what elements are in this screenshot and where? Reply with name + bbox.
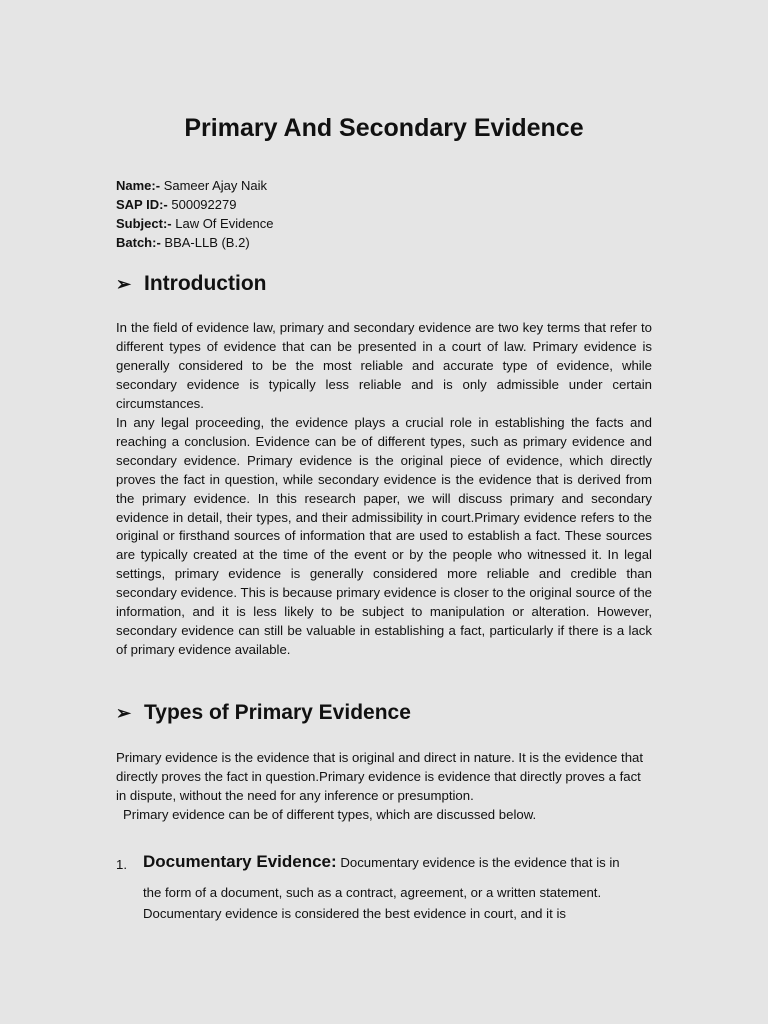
name-value: Sameer Ajay Naik bbox=[160, 178, 268, 193]
types-heading-text: Types of Primary Evidence bbox=[144, 701, 411, 724]
introduction-heading-text: Introduction bbox=[144, 272, 267, 295]
sap-id-value: 500092279 bbox=[167, 197, 237, 212]
list-continuation: the form of a document, such as a contract, agreement, or a written statement. Documentary evidence is considered the best evidence in court, and it is bbox=[143, 885, 602, 921]
types-paragraph-1: Primary evidence is the evidence that is original and direct in nature. It is the evidence that directly proves the fact in question.Primary evidence is evidence that directly proves a fact in dispute, without the need for any inference or presumption. bbox=[116, 750, 644, 803]
list-term: Documentary Evidence: bbox=[143, 852, 337, 871]
introduction-heading bbox=[116, 272, 266, 296]
types-paragraph-2: Primary evidence can be of different types, which are discussed below. bbox=[123, 807, 537, 822]
subject-row bbox=[116, 214, 274, 233]
batch-value: BBA-LLB (B.2) bbox=[160, 235, 250, 250]
arrow-bullet-icon: ➢ bbox=[116, 702, 132, 723]
name-row bbox=[116, 176, 274, 195]
subject-label: Subject:- bbox=[116, 216, 172, 231]
introduction-paragraph-1: In the field of evidence law, primary and secondary evidence are two key terms that refer to different types of evidence that can be presented in a court of law. Primary evidence is generally considered to be the most reliable and accurate type of evidence, while secondary evidence is typically less reliable and is only admissible under certain circumstances. bbox=[116, 320, 652, 411]
page-title: Primary And Secondary Evidence bbox=[184, 114, 584, 142]
name-label: Name:- bbox=[116, 178, 161, 193]
list-number: 1. bbox=[116, 857, 127, 872]
arrow-bullet-icon: ➢ bbox=[116, 273, 132, 294]
author-details bbox=[116, 176, 274, 252]
batch-label: Batch:- bbox=[116, 235, 161, 250]
subject-value: Law Of Evidence bbox=[171, 216, 274, 231]
list-first-line bbox=[143, 852, 620, 872]
sap-id-label: SAP ID:- bbox=[116, 197, 168, 212]
introduction-paragraph-2: In any legal proceeding, the evidence plays a crucial role in establishing the facts and reaching a conclusion. Evidence can be of different types, such as primary evidence and secondary evidence. Primary evidence is the original piece of evidence, which directly proves the fact in question, while secondary evidence is the evidence that is derived from the primary evidence. In this research paper, we will discuss primary and secondary evidence in detail, their types, and their admissibility in court.Primary evidence refers to the original or firsthand sources of information that are used to establish a fact. These sources are typically created at the time of the event or by the people who witnessed it. In legal settings, primary evidence is generally considered more reliable and credible than secondary evidence. This is because primary evidence is closer to the original source of the information, and it is less likely to be subject to manipulation or alteration. However, secondary evidence can still be valuable in establishing a fact, particularly if there is a lack of primary evidence available. bbox=[116, 415, 652, 657]
types-heading bbox=[116, 701, 411, 725]
list-first-text: Documentary evidence is the evidence that is in bbox=[336, 855, 620, 870]
batch-row bbox=[116, 233, 274, 252]
sap-id-row bbox=[116, 195, 274, 214]
